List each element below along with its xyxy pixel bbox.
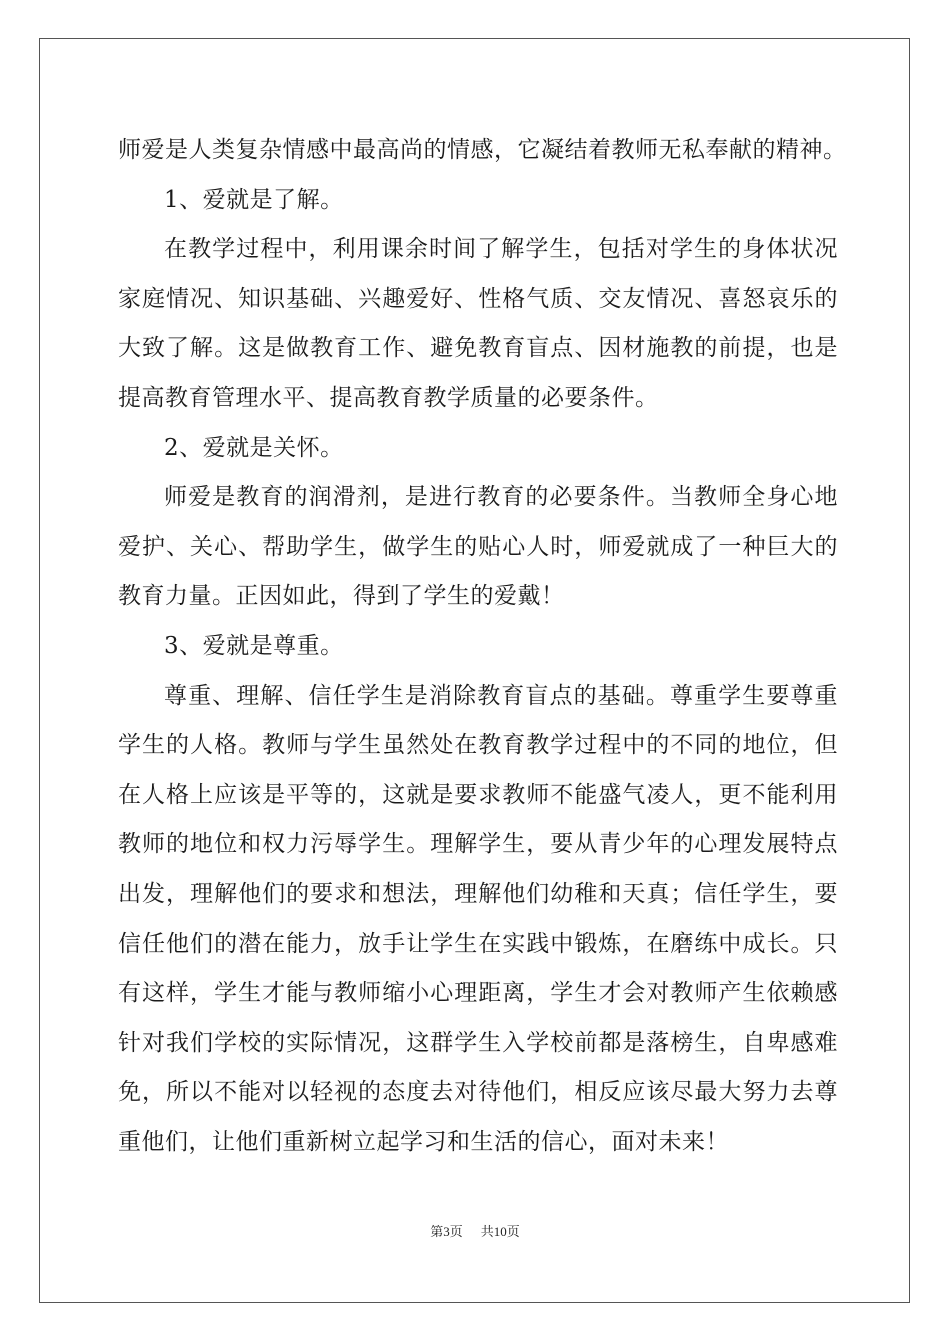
current-page-number: 第3页 xyxy=(430,1224,463,1239)
paragraph-line: 免，所以不能对以轻视的态度去对待他们，相反应该尽最大努力去尊 xyxy=(118,1079,838,1106)
paragraph-line: 针对我们学校的实际情况，这群学生入学校前都是落榜生，自卑感难 xyxy=(118,1029,838,1056)
paragraph-line: 师爱是人类复杂情感中最高尚的情感，它凝结着教师无私奉献的精神。 xyxy=(118,137,847,163)
paragraph-line: 有这样，学生才能与教师缩小心理距离，学生才会对教师产生依赖感 xyxy=(118,980,838,1007)
section-heading: 1、爱就是了解。 xyxy=(164,186,344,213)
paragraph-line: 出发，理解他们的要求和想法，理解他们幼稚和天真；信任学生，要 xyxy=(118,880,838,907)
paragraph-line: 教育力量。正因如此，得到了学生的爱戴！ xyxy=(118,583,565,610)
paragraph-line: 尊重、理解、信任学生是消除教育盲点的基础。尊重学生要尊重 xyxy=(164,682,838,709)
paragraph-line: 在人格上应该是平等的，这就是要求教师不能盛气凌人，更不能利用 xyxy=(118,781,838,808)
total-page-count: 共10页 xyxy=(480,1224,520,1239)
paragraph-line: 教师的地位和权力污辱学生。理解学生，要从青少年的心理发展特点 xyxy=(118,831,838,858)
page-footer xyxy=(0,1221,950,1240)
paragraph-line: 师爱是教育的润滑剂，是进行教育的必要条件。当教师全身心地 xyxy=(164,484,838,511)
section-heading: 2、爱就是关怀。 xyxy=(164,434,344,461)
paragraph-line: 大致了解。这是做教育工作、避免教育盲点、因材施教的前提，也是 xyxy=(118,335,838,362)
document-body xyxy=(118,126,847,1167)
paragraph-line: 家庭情况、知识基础、兴趣爱好、性格气质、交友情况、喜怒哀乐的 xyxy=(118,285,838,312)
paragraph-line: 在教学过程中，利用课余时间了解学生，包括对学生的身体状况 xyxy=(164,236,838,263)
paragraph-line: 提高教育管理水平、提高教育教学质量的必要条件。 xyxy=(118,384,659,411)
section-heading: 3、爱就是尊重。 xyxy=(164,632,344,659)
paragraph-line: 爱护、关心、帮助学生，做学生的贴心人时，师爱就成了一种巨大的 xyxy=(118,533,838,560)
paragraph-line: 学生的人格。教师与学生虽然处在教育教学过程中的不同的地位，但 xyxy=(118,732,838,759)
paragraph-line: 重他们，让他们重新树立起学习和生活的信心，面对未来！ xyxy=(118,1128,729,1155)
paragraph-line: 信任他们的潜在能力，放手让学生在实践中锻炼，在磨练中成长。只 xyxy=(118,930,838,957)
